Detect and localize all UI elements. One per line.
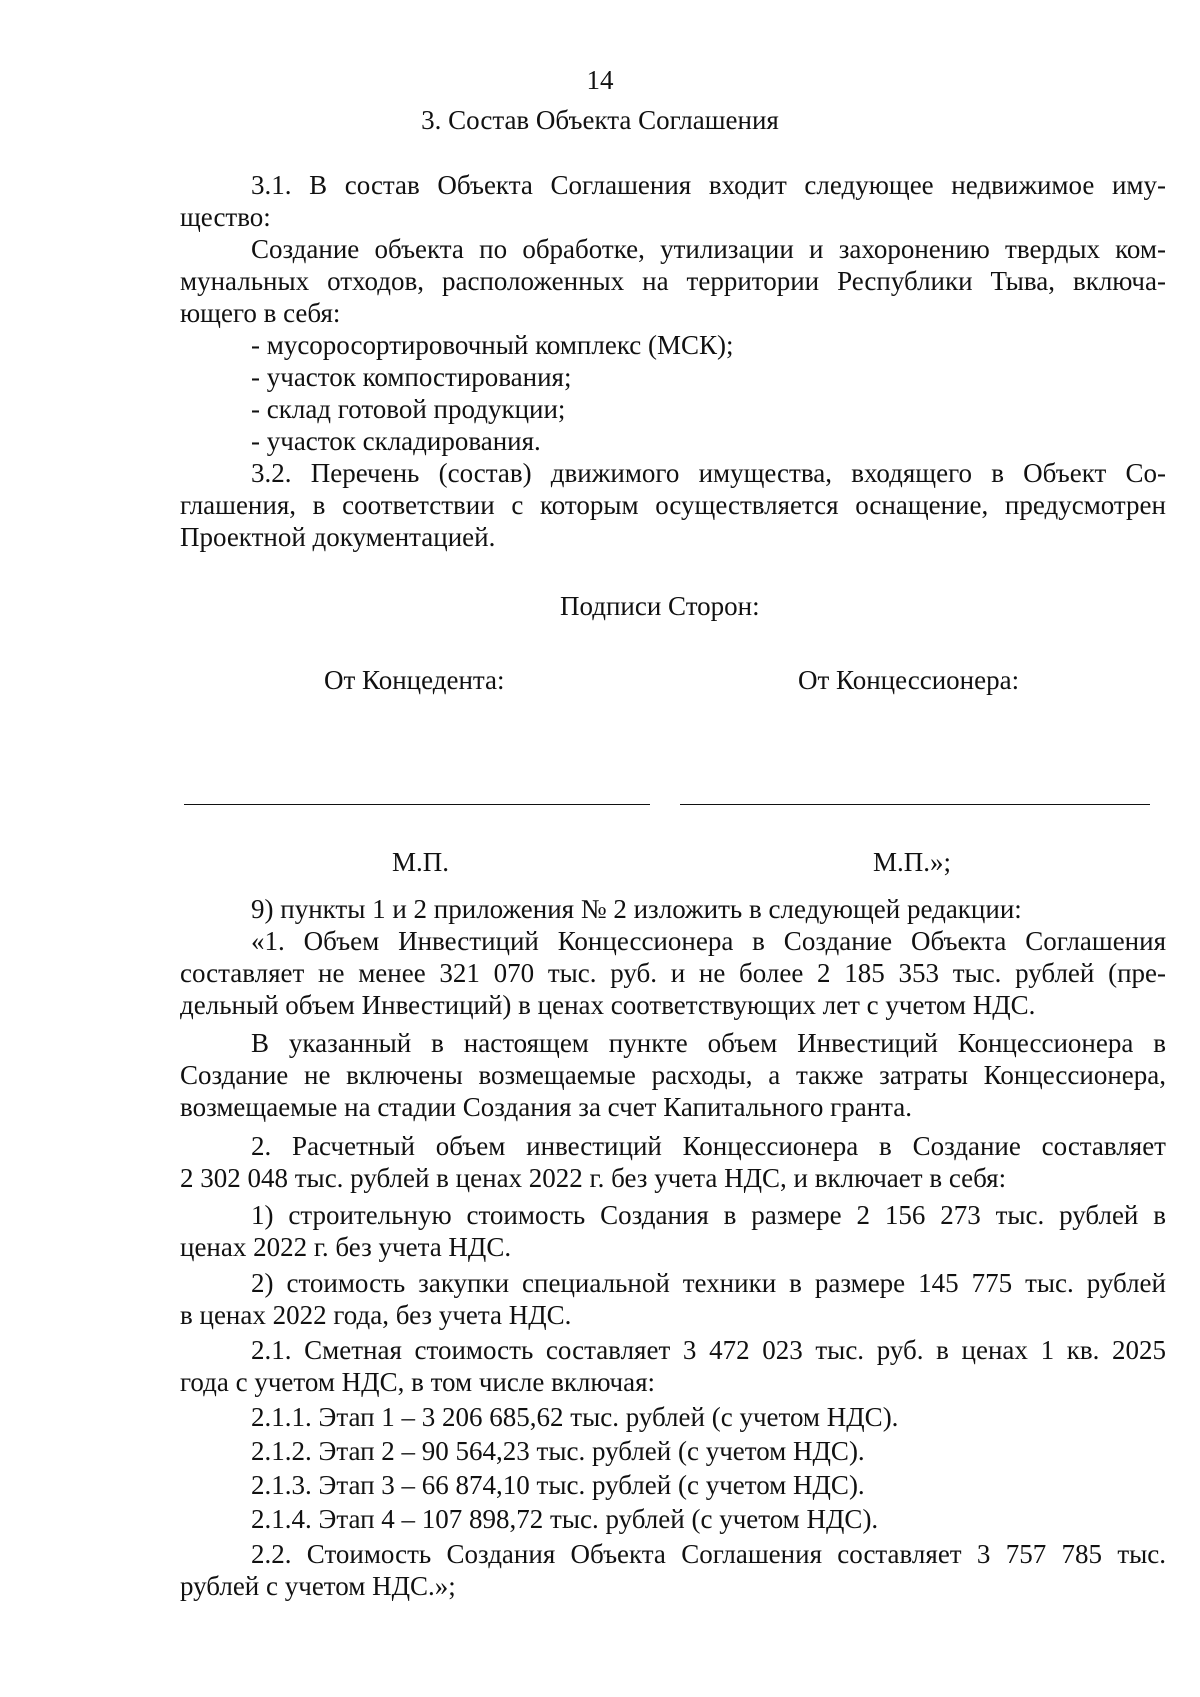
para-create-line-3: ющего в себя:	[180, 298, 341, 328]
concessionaire-stamp: М.П.»;	[873, 847, 952, 877]
section-title: 3. Состав Объекта Соглашения	[421, 105, 779, 135]
para-2-sub1-line-1: 1) строительную стоимость Создания в размере 2 156 273 тыс. рублей в	[251, 1200, 1166, 1230]
para-indicated-line-3: возмещаемые на стадии Создания за счет Капитального гранта.	[180, 1092, 913, 1122]
para-2-line-2: 2 302 048 тыс. рублей в ценах 2022 г. без учета НДС, и включает в себя:	[180, 1163, 1007, 1193]
para-2-sub1-line-2: ценах 2022 г. без учета НДС.	[180, 1232, 512, 1262]
concessionaire-signature-line	[680, 804, 1150, 805]
para-2-2-line-1: 2.2. Стоимость Создания Объекта Соглашения составляет 3 757 785 тыс.	[251, 1539, 1166, 1569]
para-2-1-line-2: года с учетом НДС, в том числе включая:	[180, 1367, 656, 1397]
page-number: 14	[586, 65, 614, 95]
grantor-signature-line	[184, 804, 650, 805]
para-indicated-line-2: Создание не включены возмещаемые расходы, а также затраты Концессионера,	[180, 1060, 1166, 1090]
para-3-1-line-2: щество:	[180, 202, 271, 232]
para-1-line-3: дельный объем Инвестиций) в ценах соответствующих лет с учетом НДС.	[180, 990, 1036, 1020]
para-1-line-1: «1. Объем Инвестиций Концессионера в Создание Объекта Соглашения	[251, 926, 1166, 956]
para-indicated-line-1: В указанный в настоящем пункте объем Инвестиций Концессионера в	[251, 1028, 1166, 1058]
stage-item: 2.1.4. Этап 4 – 107 898,72 тыс. рублей (с учетом НДС).	[251, 1504, 879, 1534]
stage-item: 2.1.2. Этап 2 – 90 564,23 тыс. рублей (с учетом НДС).	[251, 1436, 865, 1466]
list-item: - мусоросортировочный комплекс (МСК);	[251, 330, 734, 360]
para-2-2-line-2: рублей с учетом НДС.»;	[180, 1571, 456, 1601]
para-3-1-line-1: 3.1. В состав Объекта Соглашения входит следующее недвижимое иму-	[251, 170, 1166, 200]
para-2-sub2-line-2: в ценах 2022 года, без учета НДС.	[180, 1300, 572, 1330]
list-item: - участок компостирования;	[251, 362, 572, 392]
para-2-1-line-1: 2.1. Сметная стоимость составляет 3 472 023 тыс. руб. в ценах 1 кв. 2025	[251, 1335, 1166, 1365]
grantor-stamp: М.П.	[392, 847, 450, 877]
para-2-line-1: 2. Расчетный объем инвестиций Концессионера в Создание составляет	[251, 1131, 1166, 1161]
para-3-2-line-3: Проектной документацией.	[180, 522, 496, 552]
para-3-2-line-1: 3.2. Перечень (состав) движимого имущества, входящего в Объект Со-	[251, 458, 1166, 488]
para-2-sub2-line-1: 2) стоимость закупки специальной техники в размере 145 775 тыс. рублей	[251, 1268, 1166, 1298]
list-item: - склад готовой продукции;	[251, 394, 566, 424]
signatures-title: Подписи Сторон:	[560, 591, 760, 621]
para-9: 9) пункты 1 и 2 приложения № 2 изложить в следующей редакции:	[251, 894, 1022, 924]
list-item: - участок складирования.	[251, 426, 541, 456]
concessionaire-label: От Концессионера:	[798, 665, 1020, 695]
stage-item: 2.1.1. Этап 1 – 3 206 685,62 тыс. рублей (с учетом НДС).	[251, 1402, 899, 1432]
para-create-line-2: мунальных отходов, расположенных на территории Республики Тыва, включа-	[180, 266, 1166, 296]
grantor-label: От Концедента:	[324, 665, 505, 695]
para-create-line-1: Создание объекта по обработке, утилизации и захоронению твердых ком-	[251, 234, 1166, 264]
para-3-2-line-2: глашения, в соответствии с которым осуществляется оснащение, предусмотрен	[180, 490, 1166, 520]
stage-item: 2.1.3. Этап 3 – 66 874,10 тыс. рублей (с учетом НДС).	[251, 1470, 865, 1500]
para-1-line-2: составляет не менее 321 070 тыс. руб. и не более 2 185 353 тыс. рублей (пре-	[180, 958, 1166, 988]
